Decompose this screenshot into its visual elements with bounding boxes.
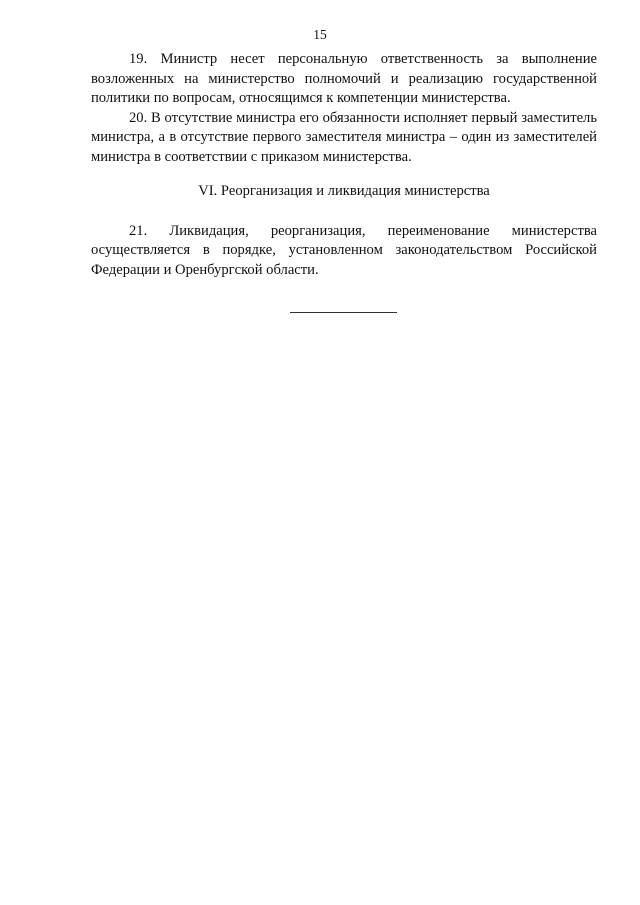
spacer [91, 167, 597, 182]
paragraph-19: 19. Министр несет персональную ответственность за выполнение возложенных на министерство полномочий и реализацию государственной политики по вопросам, относящимся к компетенции министерства. [91, 51, 597, 106]
paragraph-20: 20. В отсутствие министра его обязанности исполняет первый заместитель министра, а в отсутствие первого заместителя министра – один из заместителей министра в соответствии с приказом министерства. [91, 109, 597, 165]
page-number: 15 [313, 27, 327, 42]
document-body [91, 50, 597, 280]
paragraph-21: 21. Ликвидация, реорганизация, переименование министерства осуществляется в порядке, установленном законодательством Российской Федерации и Оренбургской области. [91, 222, 597, 278]
spacer [91, 202, 597, 222]
section-heading: VI. Реорганизация и ликвидация министерства [198, 183, 490, 199]
end-of-text-rule [290, 312, 397, 313]
